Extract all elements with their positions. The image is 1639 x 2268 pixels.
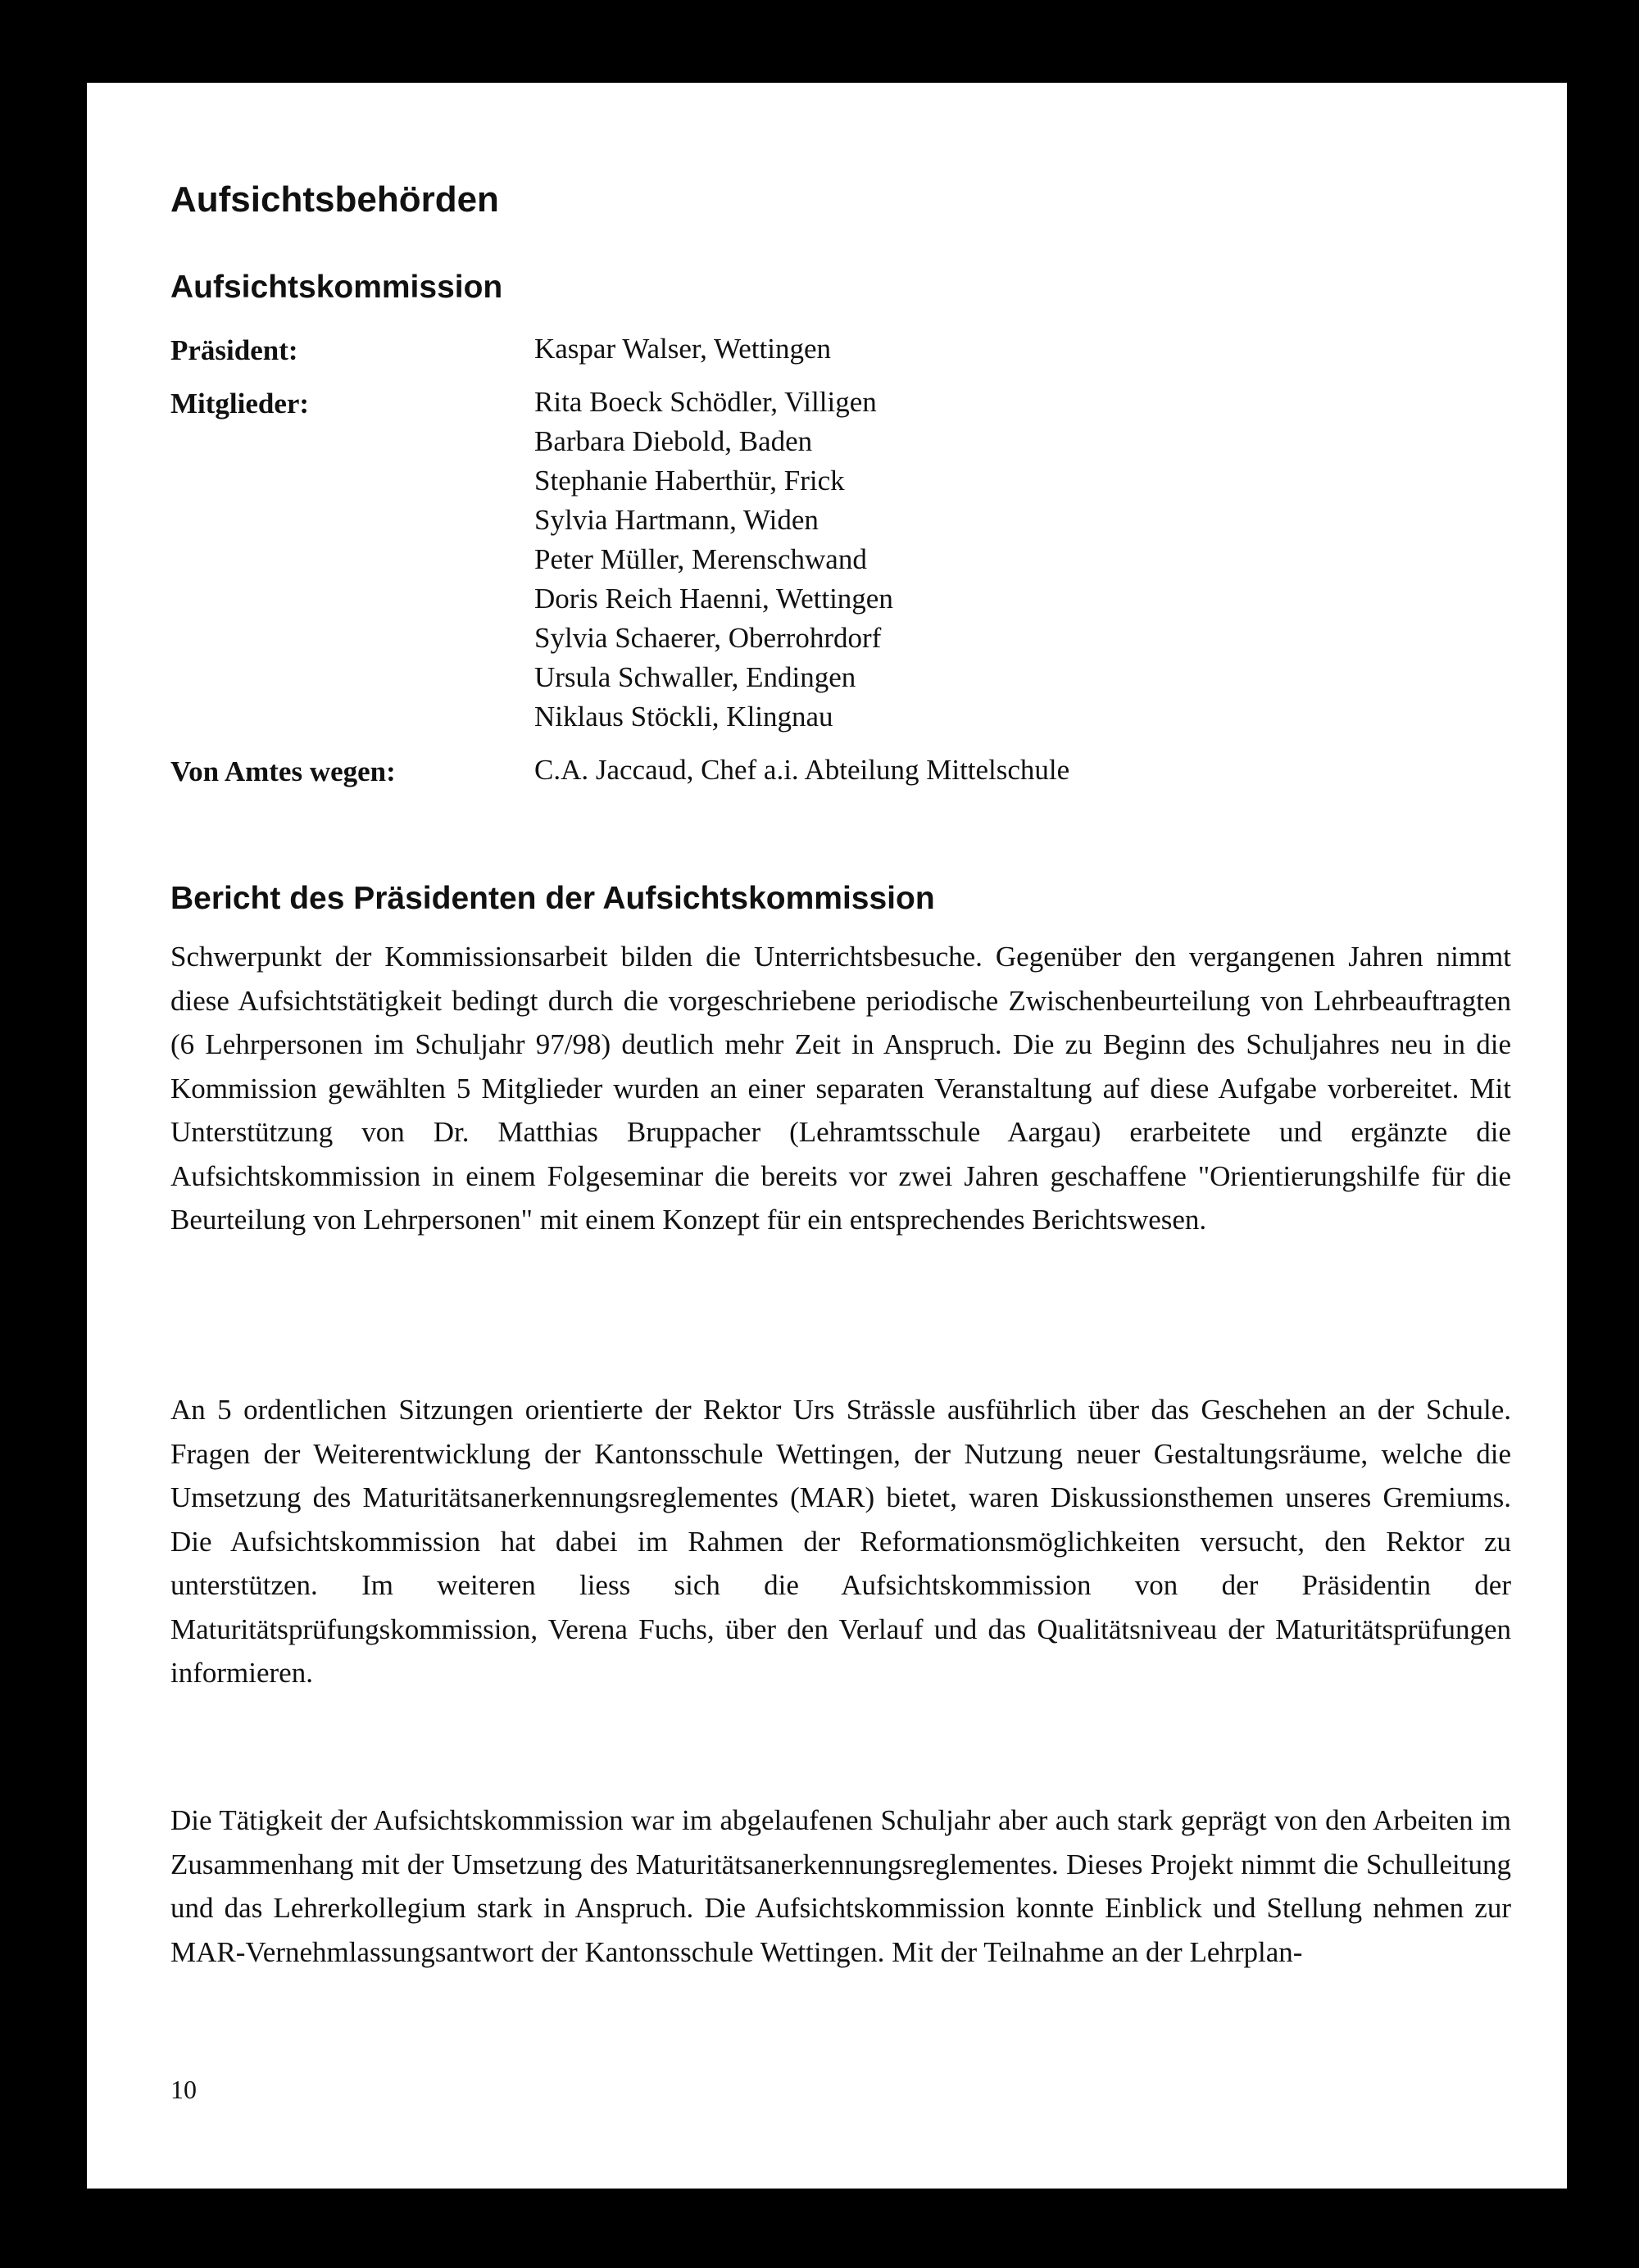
president-label: Präsident: [170, 334, 298, 366]
member-item: Sylvia Hartmann, Widen [534, 504, 819, 536]
president-name: Kaspar Walser, Wettingen [534, 333, 831, 365]
members-list [534, 383, 893, 737]
page-heading: Aufsichtsbehörden [170, 179, 499, 220]
report-paragraph-1: Schwerpunkt der Kommissionsarbeit bilden die Unterrichtsbesuche. Gegenüber den vergangenen Jahren nimmt diese Aufsichtstätigkeit bedingt durch die vorgeschriebene periodische Zwischenbeurteilung von Lehrbeauftragten (6 Lehrpersonen im Schuljahr 97/98) deutlich mehr Zeit in Anspruch. Die zu Beginn des Schuljahres neu in die Kommission gewählten 5 Mitglieder wurden an einer separaten Veranstaltung auf diese Aufgabe vorbereitet. Mit Unterstützung von Dr. Matthias Bruppacher (Lehramtsschule Aargau) erarbeitete und ergänzte die Aufsichtskommission in einem Folgeseminar die bereits vor zwei Jahren geschaffene "Orientierungshilfe für die Beurteilung von Lehrpersonen" mit einem Konzept für ein entsprechendes Berichtswesen. [170, 941, 1511, 1236]
member-item: Ursula Schwaller, Endingen [534, 661, 856, 693]
ex-officio-name: C.A. Jaccaud, Chef a.i. Abteilung Mittelschule [534, 754, 1070, 786]
member-item: Doris Reich Haenni, Wettingen [534, 583, 893, 615]
member-item: Rita Boeck Schödler, Villigen [534, 386, 877, 418]
ex-officio-label: Von Amtes wegen: [170, 755, 396, 787]
report-title: Bericht des Präsidenten der Aufsichtskommission [170, 881, 935, 916]
commission-title: Aufsichtskommission [170, 270, 503, 305]
page-number: 10 [170, 2075, 197, 2104]
member-item: Barbara Diebold, Baden [534, 425, 813, 457]
member-item: Peter Müller, Merenschwand [534, 543, 867, 575]
member-item: Niklaus Stöckli, Klingnau [534, 701, 833, 733]
member-item: Sylvia Schaerer, Oberrohrdorf [534, 622, 882, 654]
report-paragraph-3: Die Tätigkeit der Aufsichtskommission war im abgelaufenen Schuljahr aber auch stark geprägt von den Arbeiten im Zusammenhang mit der Umsetzung des Maturitätsanerkennungsreglementes. Dieses Projekt nimmt die Schulleitung und das Lehrerkollegium stark in Anspruch. Die Aufsichtskommission konnte Einblick und Stellung nehmen zur MAR-Vernehmlassungsantwort der Kantonsschule Wettingen. Mit der Teilnahme an der Lehrplan- [170, 1804, 1511, 1968]
members-label: Mitglieder: [170, 388, 310, 420]
document-page [87, 83, 1567, 2189]
report-paragraph-2: An 5 ordentlichen Sitzungen orientierte der Rektor Urs Strässle ausführlich über das Geschehen an der Schule. Fragen der Weiterentwicklung der Kantonsschule Wettingen, der Nutzung neuer Gestaltungsräume, welche die Umsetzung des Maturitätsanerkennungsreglementes (MAR) bietet, waren Diskussionsthemen unseres Gremiums. Die Aufsichtskommission hat dabei im Rahmen der Reformationsmöglichkeiten versucht, den Rektor zu unterstützen. Im weiteren liess sich die Aufsichtskommission von der Präsidentin der Maturitätsprüfungskommission, Verena Fuchs, über den Verlauf und das Qualitätsniveau der Maturitätsprüfungen informieren. [170, 1394, 1511, 1689]
member-item: Stephanie Haberthür, Frick [534, 465, 845, 497]
